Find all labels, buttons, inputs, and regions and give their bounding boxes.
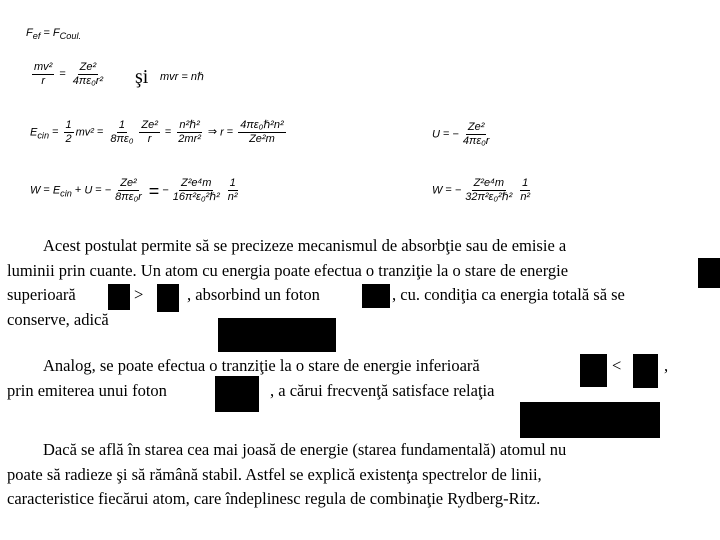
formula-placeholder: [215, 376, 259, 412]
equation-quantization: mvr = nℏ: [160, 71, 204, 83]
paragraph-line: luminii prin cuante. Un atom cu energia poate efectua o tranziţie la o stare de energie: [7, 260, 569, 280]
paragraph-ground-state: [7, 438, 685, 512]
formula-placeholder: [633, 354, 658, 388]
formula-placeholder: [520, 402, 660, 438]
paragraph-line: Acest postulat permite să se precizeze mecanismul de absorbţie sau de emisie a: [43, 236, 567, 255]
equation-potential-energy: U = − $\frac{\text{Ze²}}{\text{4πε₀r}}$: [432, 121, 490, 147]
paragraph-line: caracteristice fiecărui atom, care îndeplinesc regula de combinaţie Rydberg-Ritz.: [7, 489, 541, 508]
paragraph-line: superioară > , absorbind un foton , cu. condiţia ca energia totală să se: [7, 285, 625, 304]
formula-placeholder: [157, 284, 179, 312]
equation-force-balance: $F_{ef} = F_{Coul.}$: [26, 27, 82, 42]
formula-placeholder: [580, 354, 607, 387]
paragraph-line: Analog, se poate efectua o tranziţie la o stare de energie inferioară < ,: [43, 356, 669, 375]
formula-placeholder: [362, 284, 390, 308]
formula-placeholder: [218, 318, 336, 352]
si-conjunction: şi: [135, 66, 149, 88]
paragraph-line: poate să radieze şi să rămână stabil. Astfel se explică existenţa spectrelor de linii,: [7, 464, 542, 484]
paragraph-line: conserve, adică: [7, 309, 109, 329]
equation-total-energy: $W = E_{cin} + U$ = − $\frac{\text{Ze²}}{\text{8πε₀r}}$ = − $\frac{\text{Z²e⁴m}}{\text{16π²ε₀²ℏ²}}$ $\frac{1}{\text{n²}}$: [30, 177, 238, 203]
equation-total-energy-alt: W = − $\frac{\text{Z²e⁴m}}{\text{32π²ε₀²ℏ²}}$ $\frac{1}{\text{n²}}$: [432, 177, 531, 203]
paragraph-line: prin emiterea unui foton , a cărui frecvenţă satisface relaţia: [7, 380, 495, 400]
paragraph-absorption: [7, 234, 685, 332]
equation-centripetal: $\frac{\text{mv²}}{r}$ = $\frac{\text{Ze²}}{\text{4πε₀r²}}$: [34, 61, 104, 87]
formula-placeholder: [108, 284, 130, 310]
equation-kinetic-energy: $E_{cin}$ = $\frac{1}{2}$ mv² = $\frac{1}{\text{8πε₀}}$ $\frac{\text{Ze²}}{r}$ = $\frac{\text{n²ℏ²}}{\text{2mr²}}$ ⇒ r = $\frac{\text{4πε₀ℏ²n²}}{\text{Ze²m}}$: [30, 119, 284, 145]
formula-placeholder: [698, 258, 720, 288]
paragraph-line: Dacă se află în starea cea mai joasă de energie (starea fundamentală) atomul nu: [43, 440, 567, 459]
